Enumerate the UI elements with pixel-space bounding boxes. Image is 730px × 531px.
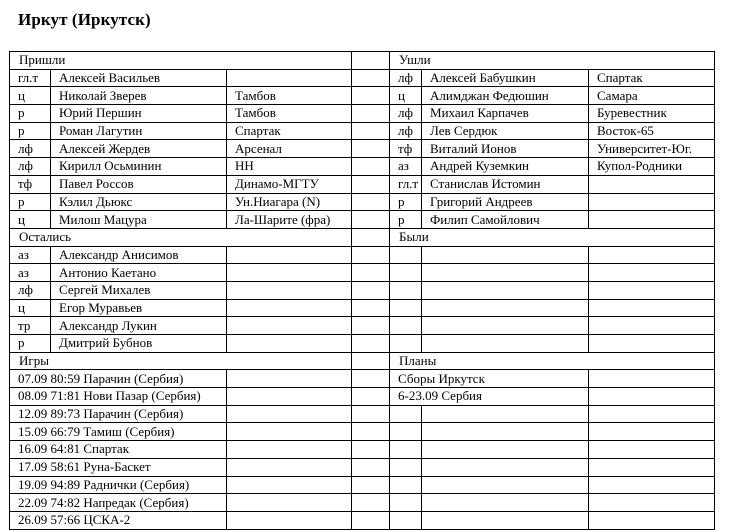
table-cell: Ун.Ниагара (N) <box>227 193 352 211</box>
table-cell: Милош Мацура <box>51 211 227 229</box>
table-cell <box>227 458 352 476</box>
table-cell: Динамо-МГТУ <box>227 175 352 193</box>
table-row <box>10 264 715 282</box>
table-cell: Станислав Истомин <box>422 175 589 193</box>
table-row <box>10 299 715 317</box>
table-cell: Тамбов <box>227 87 352 105</box>
table-cell <box>352 299 390 317</box>
table-cell: Михаил Карпачев <box>422 105 589 123</box>
table-cell: Арсенал <box>227 140 352 158</box>
table-cell <box>352 228 390 246</box>
table-row <box>10 69 715 87</box>
table-row <box>10 211 715 229</box>
table-cell <box>227 476 352 494</box>
table-row <box>10 122 715 140</box>
table-cell <box>352 388 390 406</box>
table-cell: Алексей Жердев <box>51 140 227 158</box>
table-cell <box>227 511 352 529</box>
table-cell <box>390 423 422 441</box>
table-cell: лф <box>10 158 51 176</box>
table-cell <box>352 140 390 158</box>
table-row <box>10 281 715 299</box>
table-cell: ц <box>390 87 422 105</box>
table-cell <box>422 281 589 299</box>
table-cell <box>422 299 589 317</box>
table-cell: лф <box>390 69 422 87</box>
game-result: 17.09 58:61 Руна-Баскет <box>10 458 227 476</box>
table-cell <box>589 494 715 512</box>
game-result: 15.09 66:79 Тамиш (Сербия) <box>10 423 227 441</box>
table-cell: Алимджан Федюшин <box>422 87 589 105</box>
table-cell <box>227 299 352 317</box>
table-cell <box>227 370 352 388</box>
table-cell <box>390 458 422 476</box>
table-row <box>10 388 715 406</box>
table-cell: Ла-Шарите (фра) <box>227 211 352 229</box>
table-cell: р <box>390 211 422 229</box>
table-cell <box>352 317 390 335</box>
table-cell <box>352 105 390 123</box>
table-cell <box>589 370 715 388</box>
game-result: 07.09 80:59 Парачин (Сербия) <box>10 370 227 388</box>
table-cell <box>422 494 589 512</box>
table-cell <box>227 423 352 441</box>
table-cell: Дмитрий Бубнов <box>51 335 227 353</box>
table-cell <box>589 299 715 317</box>
table-cell <box>589 423 715 441</box>
table-cell <box>227 264 352 282</box>
table-cell <box>352 281 390 299</box>
roster-table <box>9 51 715 530</box>
table-cell: лф <box>10 281 51 299</box>
were-header: Были <box>390 228 715 246</box>
table-cell: Купол-Родники <box>589 158 715 176</box>
table-cell <box>589 211 715 229</box>
table-cell <box>589 405 715 423</box>
table-cell <box>390 335 422 353</box>
table-row <box>10 511 715 529</box>
game-result: 22.09 74:82 Напредак (Сербия) <box>10 494 227 512</box>
table-cell <box>352 405 390 423</box>
table-cell: Самара <box>589 87 715 105</box>
table-cell: Спартак <box>227 122 352 140</box>
section-header-row <box>10 352 715 370</box>
table-cell: Александр Анисимов <box>51 246 227 264</box>
table-row <box>10 405 715 423</box>
table-cell <box>227 335 352 353</box>
table-cell: Лев Сердюк <box>422 122 589 140</box>
table-cell <box>352 69 390 87</box>
table-cell <box>589 246 715 264</box>
table-cell <box>422 264 589 282</box>
table-cell <box>352 122 390 140</box>
stayed-header: Остались <box>10 228 352 246</box>
table-cell <box>589 193 715 211</box>
table-cell <box>589 175 715 193</box>
table-cell <box>390 299 422 317</box>
table-cell: Николай Зверев <box>51 87 227 105</box>
table-cell: Сергей Михалев <box>51 281 227 299</box>
table-cell: Филип Самойлович <box>422 211 589 229</box>
table-cell <box>227 281 352 299</box>
table-cell <box>422 441 589 459</box>
table-cell <box>422 423 589 441</box>
table-cell: Тамбов <box>227 105 352 123</box>
table-cell: ц <box>10 211 51 229</box>
table-cell <box>227 388 352 406</box>
table-cell: лф <box>10 140 51 158</box>
table-cell <box>422 511 589 529</box>
table-cell <box>589 476 715 494</box>
table-cell <box>227 69 352 87</box>
table-cell: Алексей Васильев <box>51 69 227 87</box>
table-cell: гл.т <box>10 69 51 87</box>
table-row <box>10 87 715 105</box>
left-header: Ушли <box>390 52 715 70</box>
table-cell <box>589 388 715 406</box>
table-cell: лф <box>390 122 422 140</box>
table-cell <box>589 511 715 529</box>
table-row <box>10 370 715 388</box>
table-cell <box>390 246 422 264</box>
table-cell <box>352 87 390 105</box>
table-cell <box>589 264 715 282</box>
table-cell <box>227 246 352 264</box>
table-cell <box>352 494 390 512</box>
table-cell <box>352 370 390 388</box>
table-cell: р <box>10 105 51 123</box>
table-cell: Андрей Куземкин <box>422 158 589 176</box>
table-cell: тр <box>10 317 51 335</box>
table-cell: гл.т <box>390 175 422 193</box>
table-cell <box>422 317 589 335</box>
table-cell: аз <box>10 246 51 264</box>
table-cell <box>589 281 715 299</box>
table-cell: ц <box>10 87 51 105</box>
table-row <box>10 140 715 158</box>
table-cell: Виталий Ионов <box>422 140 589 158</box>
table-cell <box>352 335 390 353</box>
table-cell <box>390 405 422 423</box>
plan-item: Сборы Иркутск <box>390 370 589 388</box>
table-cell: Спартак <box>589 69 715 87</box>
table-cell <box>589 317 715 335</box>
table-cell <box>352 458 390 476</box>
table-cell <box>352 264 390 282</box>
page-title: Иркут (Иркутск) <box>18 10 151 29</box>
table-cell <box>352 511 390 529</box>
table-cell: Алексей Бабушкин <box>422 69 589 87</box>
table-cell <box>352 211 390 229</box>
table-cell: Университет-Юг. <box>589 140 715 158</box>
table-row <box>10 175 715 193</box>
table-row <box>10 458 715 476</box>
table-cell <box>422 405 589 423</box>
table-row <box>10 158 715 176</box>
table-cell: НН <box>227 158 352 176</box>
table-cell <box>390 264 422 282</box>
table-cell <box>422 476 589 494</box>
table-cell <box>390 441 422 459</box>
table-cell <box>352 175 390 193</box>
table-cell <box>352 193 390 211</box>
table-cell <box>352 441 390 459</box>
table-cell: лф <box>390 105 422 123</box>
section-header-row <box>10 228 715 246</box>
table-cell: ц <box>10 299 51 317</box>
table-cell <box>352 352 390 370</box>
table-cell <box>390 317 422 335</box>
table-cell <box>227 494 352 512</box>
table-row <box>10 476 715 494</box>
table-cell <box>390 511 422 529</box>
table-cell <box>352 246 390 264</box>
table-cell: Юрий Першин <box>51 105 227 123</box>
plan-item: 6-23.09 Сербия <box>390 388 589 406</box>
table-cell: аз <box>10 264 51 282</box>
game-result: 19.09 94:89 Раднички (Сербия) <box>10 476 227 494</box>
table-cell <box>589 335 715 353</box>
table-row <box>10 441 715 459</box>
plans-header: Планы <box>390 352 715 370</box>
game-result: 12.09 89:73 Парачин (Сербия) <box>10 405 227 423</box>
table-cell: Кирилл Осьминин <box>51 158 227 176</box>
table-cell <box>227 317 352 335</box>
table-cell: Александр Лукин <box>51 317 227 335</box>
table-cell <box>422 458 589 476</box>
table-cell: Восток-65 <box>589 122 715 140</box>
table-cell: Роман Лагутин <box>51 122 227 140</box>
table-row <box>10 246 715 264</box>
arrived-header: Пришли <box>10 52 352 70</box>
table-cell <box>589 441 715 459</box>
table-row <box>10 423 715 441</box>
table-cell <box>227 441 352 459</box>
table-cell <box>422 335 589 353</box>
table-cell: р <box>10 193 51 211</box>
table-cell: аз <box>390 158 422 176</box>
table-cell: р <box>10 122 51 140</box>
table-row <box>10 105 715 123</box>
table-row <box>10 317 715 335</box>
game-result: 26.09 57:66 ЦСКА-2 <box>10 511 227 529</box>
games-header: Игры <box>10 352 352 370</box>
section-header-row <box>10 52 715 70</box>
table-cell: Павел Россов <box>51 175 227 193</box>
game-result: 08.09 71:81 Нови Пазар (Сербия) <box>10 388 227 406</box>
table-row <box>10 494 715 512</box>
table-row <box>10 335 715 353</box>
table-cell: Антонио Каетано <box>51 264 227 282</box>
table-cell: тф <box>390 140 422 158</box>
table-cell <box>352 476 390 494</box>
table-cell <box>589 458 715 476</box>
table-cell: р <box>10 335 51 353</box>
table-cell <box>352 423 390 441</box>
table-cell <box>390 281 422 299</box>
table-row <box>10 193 715 211</box>
game-result: 16.09 64:81 Спартак <box>10 441 227 459</box>
table-cell <box>352 158 390 176</box>
table-cell: Егор Муравьев <box>51 299 227 317</box>
table-cell: Григорий Андреев <box>422 193 589 211</box>
table-cell: р <box>390 193 422 211</box>
table-cell <box>227 405 352 423</box>
table-cell <box>390 476 422 494</box>
table-cell <box>352 52 390 70</box>
table-cell <box>422 246 589 264</box>
table-cell: тф <box>10 175 51 193</box>
table-cell <box>390 494 422 512</box>
table-cell: Буревестник <box>589 105 715 123</box>
table-cell: Кэлил Дьюкс <box>51 193 227 211</box>
